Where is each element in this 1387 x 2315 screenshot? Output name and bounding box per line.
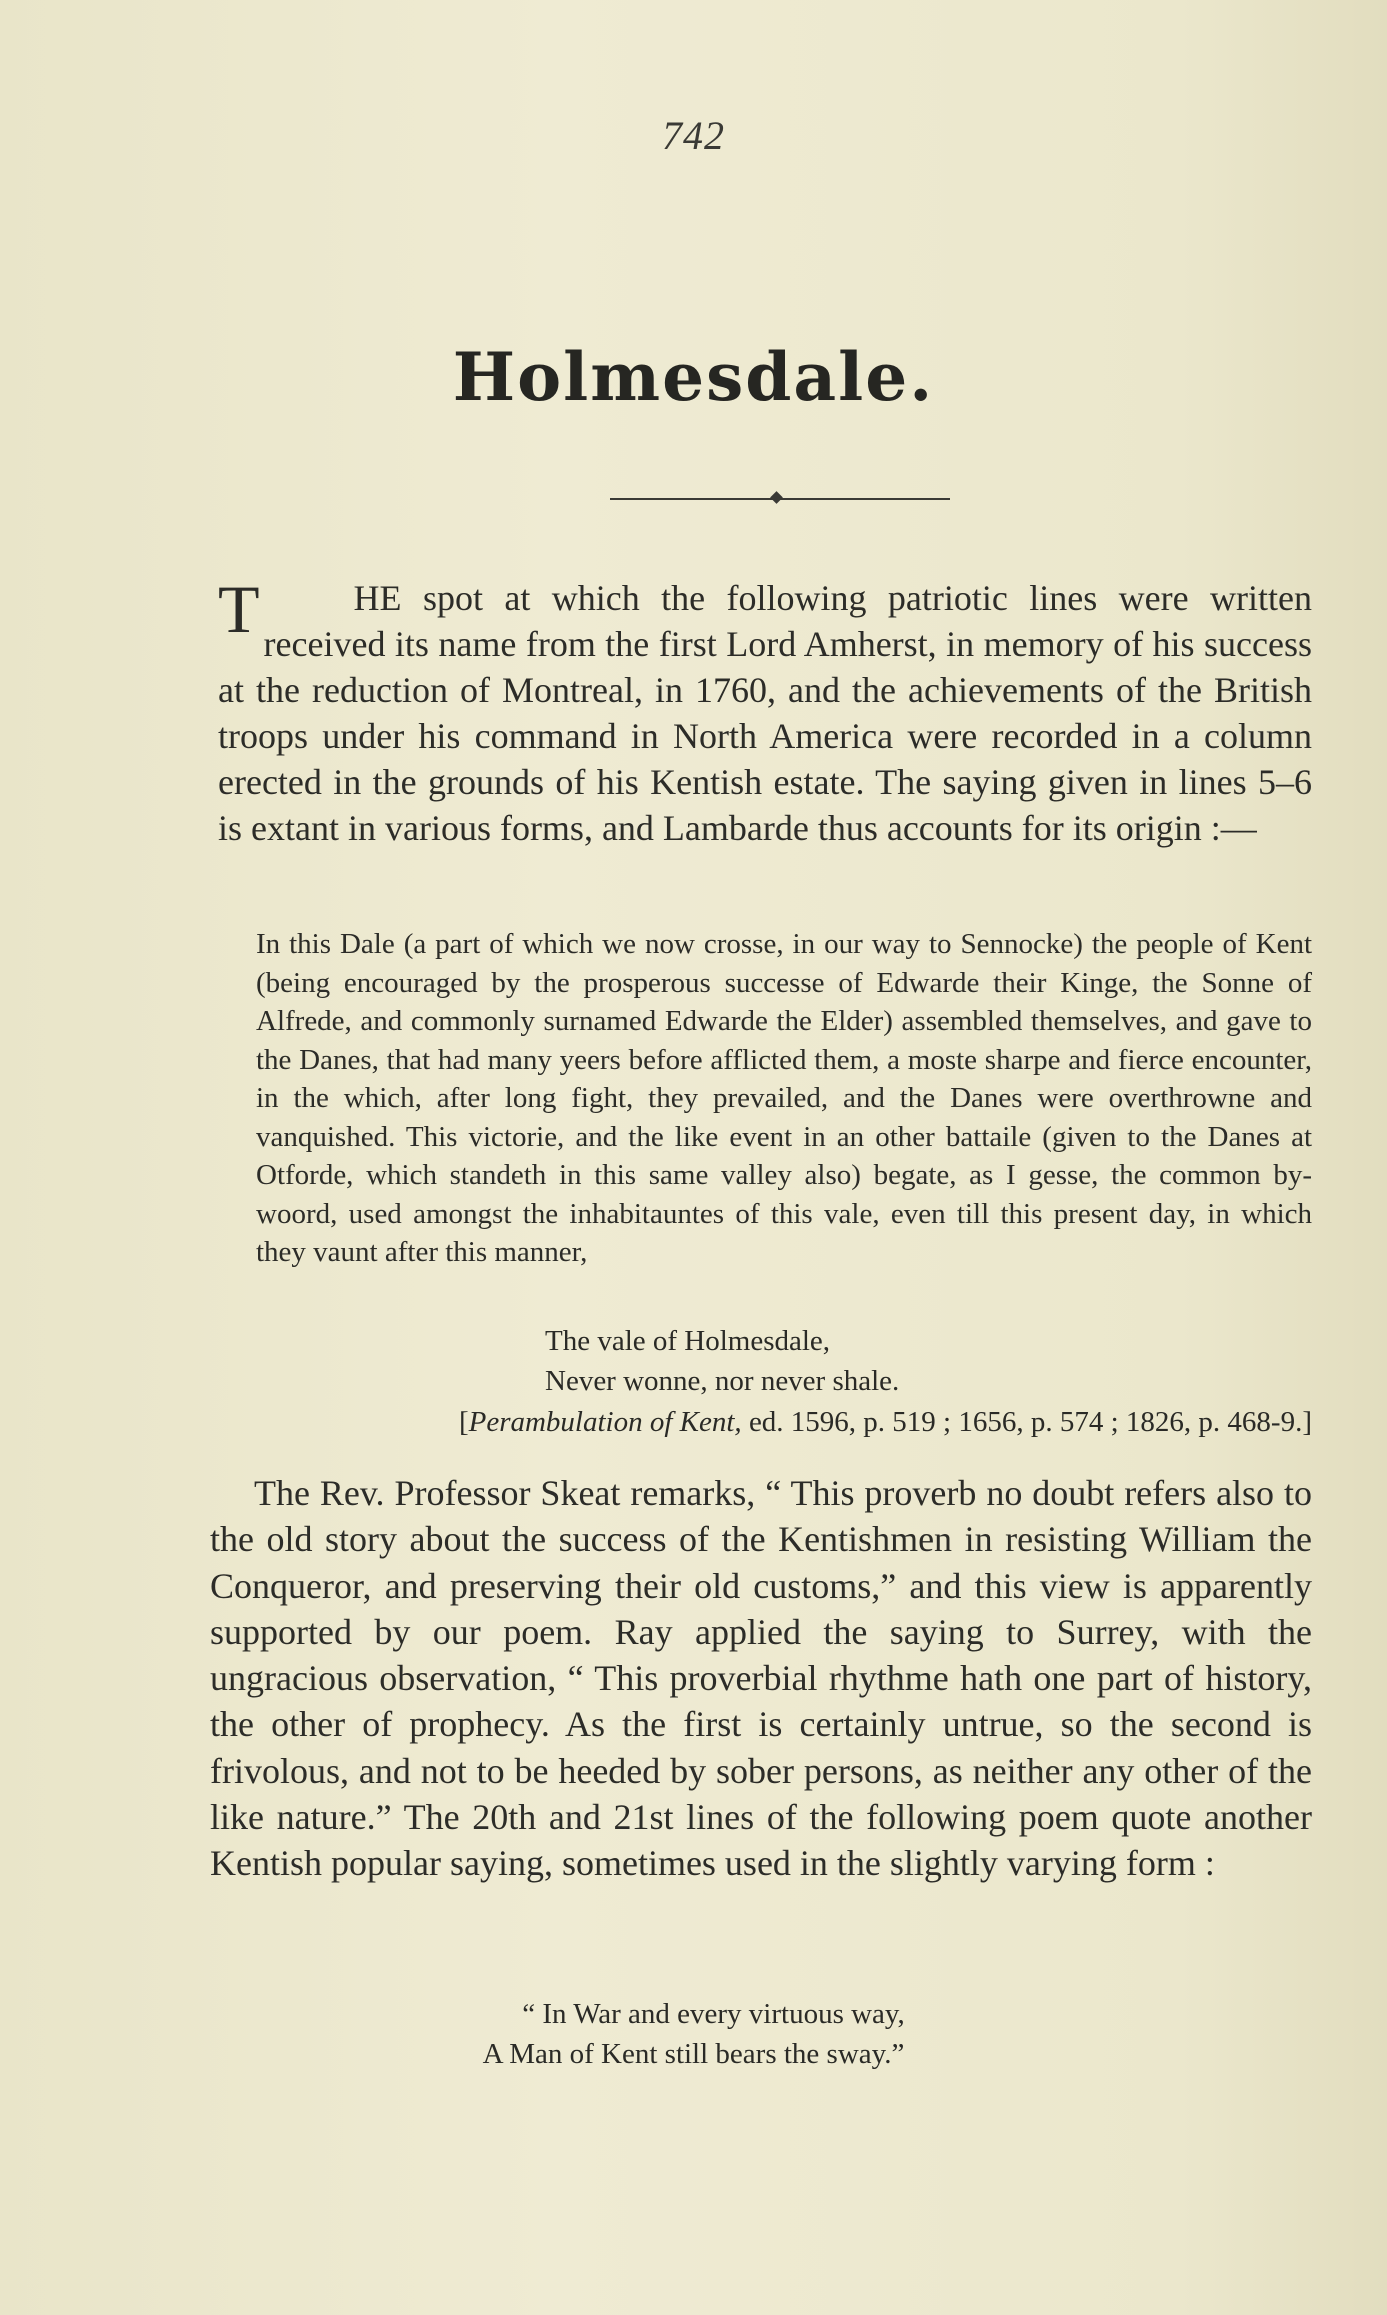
citation-open: [ [458,1406,469,1438]
verse-line-2: Never wonne, nor never shale. [545,1365,900,1397]
quotation-text: In this Dale (a part of which we now crosse, in our way to Sennocke) the people of Kent (being encouraged by the prosperous successe of Edwarde their Kinge, the Sonne of Alfrede, and commonly surnamed Edwarde the Elder) assembled themselves, and gave to the Danes, that had many yeers before afflicted them, a moste sharpe and fierce encounter, in the which, after long fight, they prevailed, and the Danes were overthrowne and vanquished. This victorie, and the like event in an other battaile (given to the Danes at Otforde, which standeth in this same valley also) begate, as I gesse, the common by-woord, used amongst the inhabitauntes of this vale, even till this present day, in which they vaunt after this manner, [256,928,1312,1268]
drop-cap: T [218,571,260,647]
page-number: 742 [662,113,725,158]
verse-line-1: The vale of Holmesdale, [545,1325,831,1357]
divider-ornament [770,491,783,504]
citation-title: Perambulation of Kent, [468,1406,742,1438]
intro-paragraph [218,571,1312,851]
body-paragraph [210,1470,1312,1887]
citation-details: ed. 1596, p. 519 ; 1656, p. 574 ; 1826, p. 468-9.] [741,1406,1312,1438]
intro-text: HE spot at which the following patriotic lines were written received its name from the first Lord Amherst, in memory of his success at the reduction of Montreal, in 1760, and the achievements of the British troops under his command in North America were recorded in a column erected in the grounds of his Kentish estate. The saying given in lines 5–6 is extant in various forms, and Lambarde thus accounts for its origin :— [218,578,1312,848]
saying-line-2: A Man of Kent still bears the sway.” [482,2038,905,2070]
lambarde-quotation [256,925,1312,1272]
citation [459,1403,1312,1442]
chapter-title: Holmesdale. [452,338,935,416]
saying-line-1: “ In War and every virtuous way, [522,1998,905,2030]
body-text: The Rev. Professor Skeat remarks, “ This proverb no doubt refers also to the old story about the success of the Kentishmen in resisting William the Conqueror, and preserving their old customs,” and this view is apparently supported by our poem. Ray applied the saying to Surrey, with the ungracious observation, “ This proverbial rhythme hath one part of history, the other of prophecy. As the first is certainly untrue, so the second is frivolous, and not to be heeded by sober persons, as neither any other of the like nature.” The 20th and 21st lines of the following poem quote another Kentish popular saying, sometimes used in the slightly varying form : [210,1473,1312,1884]
